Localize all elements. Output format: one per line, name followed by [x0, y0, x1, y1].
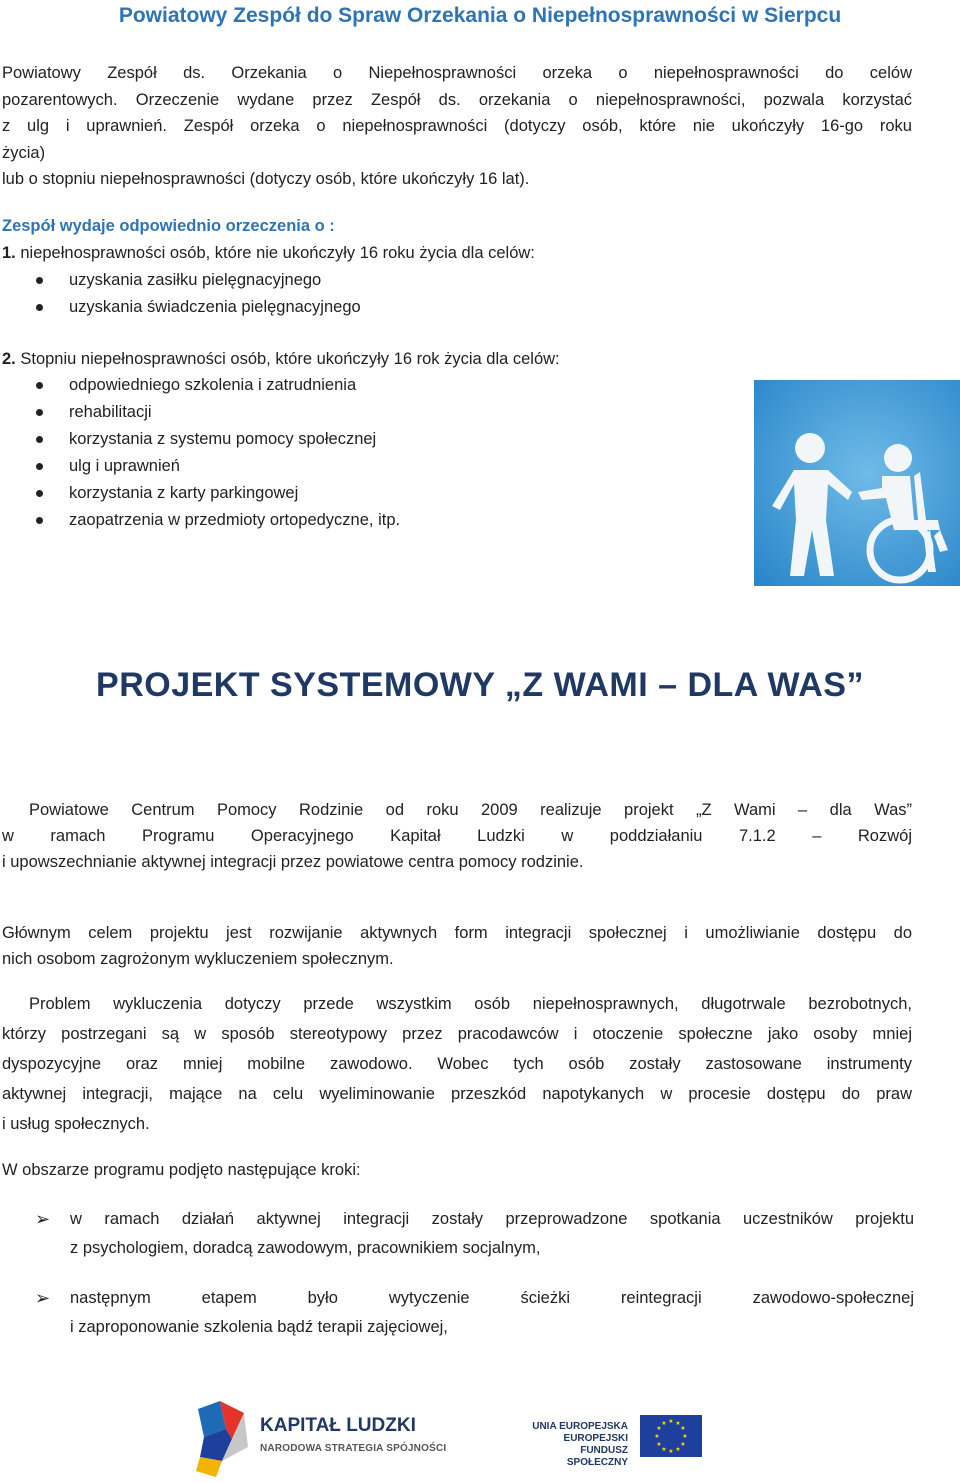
list-item: [0, 453, 400, 480]
intro-line: lub o stopniu niepełnosprawności (dotyczy osób, które ukończyły 16 lat).: [2, 170, 530, 188]
list-item-text: korzystania z karty parkingowej: [69, 484, 299, 502]
steps-list: [0, 1205, 914, 1342]
svg-text:★: ★: [675, 1446, 681, 1453]
kapital-ludzki-subtitle: NARODOWA STRATEGIA SPÓJNOŚCI: [260, 1443, 447, 1454]
steps-intro: W obszarze programu podjęto następujące kroki:: [2, 1161, 361, 1179]
eu-line: UNIA EUROPEJSKA: [532, 1421, 628, 1432]
paragraph-line: aktywnej integracji, mające na celu wyeliminowanie przeszkód napotykanych w procesie dostępu do praw: [2, 1085, 912, 1103]
disability-illustration: [754, 380, 960, 586]
list-item: [0, 480, 400, 507]
bullet-icon: [36, 304, 43, 311]
intro-paragraph: [2, 60, 912, 193]
eu-flag-icon: [640, 1415, 702, 1457]
bullet-icon: [36, 382, 43, 389]
bullet-icon: [36, 490, 43, 497]
list-item: [0, 1205, 914, 1263]
project-paragraph-2: [2, 920, 912, 972]
arrow-bullet-icon: ➢: [35, 1209, 51, 1229]
step-line: z psychologiem, doradcą zawodowym, pracownikiem socjalnym,: [70, 1239, 541, 1257]
step-line: i zaproponowanie szkolenia bądź terapii zajęciowej,: [70, 1318, 448, 1336]
wheelchair-people-icon: [754, 380, 960, 586]
paragraph-line: nich osobom zagrożonym wykluczeniem społecznym.: [2, 950, 394, 968]
project-paragraph-1: [2, 797, 912, 875]
kapital-ludzki-title: KAPITAŁ LUDZKI: [260, 1415, 416, 1436]
svg-text:★: ★: [668, 1418, 674, 1425]
step-line: w ramach działań aktywnej integracji zostały przeprowadzone spotkania uczestników projektu: [70, 1210, 914, 1228]
svg-text:★: ★: [680, 1441, 686, 1448]
eu-text: [524, 1421, 628, 1469]
group2-number: 2.: [2, 350, 16, 368]
svg-text:★: ★: [668, 1448, 674, 1455]
list-item-text: korzystania z systemu pomocy społecznej: [69, 430, 377, 448]
paragraph-line: i upowszechnianie aktywnej integracji przez powiatowe centra pomocy rodzinie.: [2, 853, 584, 871]
project-paragraph-3: [2, 989, 912, 1139]
list-item: [0, 426, 400, 453]
bullet-icon: [36, 463, 43, 470]
bullet-icon: [36, 517, 43, 524]
kapital-ludzki-logo-icon: [192, 1399, 250, 1479]
list-item: [0, 507, 400, 534]
group2-text: Stopniu niepełnosprawności osób, które ukończyły 16 rok życia dla celów:: [15, 350, 560, 368]
list-item: [0, 267, 361, 294]
footer-logos: [0, 1395, 960, 1483]
list-item-text: odpowiedniego szkolenia i zatrudnienia: [69, 376, 357, 394]
intro-line: życia): [2, 143, 46, 162]
svg-text:★: ★: [654, 1433, 660, 1440]
group2-list: [0, 372, 400, 534]
bullet-icon: [36, 436, 43, 443]
paragraph-line: Głównym celem projektu jest rozwijanie aktywnych form integracji społecznej i umożliwianie dostępu do: [2, 924, 912, 942]
list-item-text: uzyskania świadczenia pielęgnacyjnego: [69, 298, 361, 316]
svg-text:★: ★: [680, 1425, 686, 1432]
bullet-icon: [36, 409, 43, 416]
decisions-heading: Zespół wydaje odpowiednio orzeczenia o :: [2, 217, 335, 235]
project-title: PROJEKT SYSTEMOWY „Z WAMI – DLA WAS”: [96, 666, 864, 704]
group2-heading: [2, 350, 560, 369]
svg-text:★: ★: [682, 1433, 688, 1440]
paragraph-line: dyspozycyjne oraz mniej mobilne zawodowo. Wobec tych osób zostały zastosowane instrumenty: [2, 1055, 912, 1073]
list-item-text: rehabilitacji: [69, 403, 152, 421]
group1-heading: [2, 244, 535, 263]
arrow-bullet-icon: ➢: [35, 1288, 51, 1308]
group1-text: niepełnosprawności osób, które nie ukończyły 16 roku życia dla celów:: [15, 244, 535, 262]
group1-number: 1.: [2, 244, 16, 262]
list-item-text: zaopatrzenia w przedmioty ortopedyczne, itp.: [69, 511, 401, 529]
bullet-icon: [36, 277, 43, 284]
intro-line: Powiatowy Zespół ds. Orzekania o Niepełnosprawności orzeka o niepełnosprawności do celów: [2, 64, 912, 82]
list-item: [0, 294, 361, 321]
list-item: [0, 399, 400, 426]
paragraph-line: i usług społecznych.: [2, 1115, 150, 1133]
list-item: [0, 372, 400, 399]
svg-text:★: ★: [661, 1446, 667, 1453]
list-item: [0, 1284, 914, 1342]
paragraph-line: w ramach Programu Operacyjnego Kapitał Ludzki w poddziałaniu 7.1.2 – Rozwój: [2, 827, 912, 845]
paragraph-line: którzy postrzegani są w sposób stereotypowy przez pracodawców i otoczenie społeczne jako osoby mniej: [2, 1025, 912, 1043]
list-item-text: uzyskania zasiłku pielęgnacyjnego: [69, 271, 322, 289]
page-title: Powiatowy Zespół do Spraw Orzekania o Niepełnosprawności w Sierpcu: [118, 4, 842, 27]
paragraph-line: Powiatowe Centrum Pomocy Rodzinie od roku 2009 realizuje projekt „Z Wami – dla Was”: [29, 801, 912, 819]
intro-line: z ulg i uprawnień. Zespół orzeka o niepełnosprawności (dotyczy osób, które nie ukończyły 16-go roku: [2, 117, 912, 135]
svg-text:★: ★: [656, 1425, 662, 1432]
svg-text:★: ★: [656, 1441, 662, 1448]
intro-line: pozarentowych. Orzeczenie wydane przez Zespół ds. orzekania o niepełnosprawności, pozwala korzystać: [2, 90, 912, 109]
step-line: następnym etapem było wytyczenie ścieżki reintegracji zawodowo-społecznej: [70, 1289, 914, 1307]
svg-text:★: ★: [661, 1420, 667, 1427]
svg-text:★: ★: [675, 1420, 681, 1427]
eu-line: EUROPEJSKI: [563, 1433, 628, 1444]
paragraph-line: Problem wykluczenia dotyczy przede wszystkim osób niepełnosprawnych, długotrwale bezrobotnych,: [29, 995, 912, 1013]
group1-list: [0, 267, 361, 321]
eu-line: FUNDUSZ SPOŁECZNY: [566, 1445, 628, 1468]
list-item-text: ulg i uprawnień: [69, 457, 180, 475]
